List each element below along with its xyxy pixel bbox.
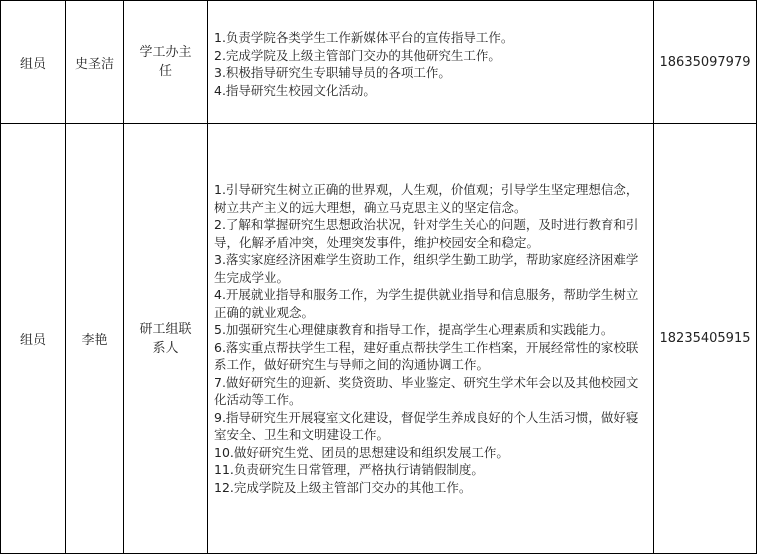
- duty-item: 1.引导研究生树立正确的世界观，人生观，价值观；引导学生坚定理想信念，树立共产主义的远大理想，确立马克思主义的坚定信念。: [214, 182, 639, 215]
- role-cell: 组员: [1, 124, 66, 554]
- duty-item: 7.做好研究生的迎新、奖贷资助、毕业鉴定、研究生学术年会以及其他校园文化活动等工作。: [214, 374, 639, 407]
- duty-item: 2.了解和掌握研究生思想政治状况，针对学生关心的问题，及时进行教育和引导，化解矛盾冲突，处理突发事件，维护校园安全和稳定。: [214, 217, 639, 250]
- duty-item: 10.做好研究生党、团员的思想建设和组织发展工作。: [214, 444, 509, 460]
- duty-item: 4.开展就业指导和服务工作，为学生提供就业指导和信息服务，帮助学生树立正确的就业观念。: [214, 287, 639, 320]
- duties-cell: [208, 124, 654, 554]
- duty-item: 6.落实重点帮扶学生工程，建好重点帮扶学生工作档案，开展经常性的家校联系工作，做好研究生与导师之间的沟通协调工作。: [214, 339, 639, 372]
- duty-item: 1.负责学院各类学生工作新媒体平台的宣传指导工作。: [214, 30, 514, 45]
- table-row: [1, 124, 757, 554]
- name-cell: 李艳: [66, 124, 124, 554]
- duties-cell: [208, 1, 654, 124]
- duty-item: 2.完成学院及上级主管部门交办的其他研究生工作。: [214, 47, 501, 63]
- title-text: 研工组联系人: [139, 321, 192, 356]
- table-row: [1, 1, 757, 124]
- duty-item: 3.落实家庭经济困难学生资助工作，组织学生勤工助学，帮助家庭经济困难学生完成学业。: [214, 252, 639, 285]
- duty-item: 5.加强研究生心理健康教育和指导工作，提高学生心理素质和实践能力。: [214, 322, 614, 337]
- name-cell: 史圣洁: [66, 1, 124, 124]
- title-text: 学工办主任: [139, 45, 192, 79]
- duty-item: 3.积极指导研究生专职辅导员的各项工作。: [214, 65, 451, 80]
- role-cell: 组员: [1, 1, 66, 124]
- phone-cell: 18635097979: [654, 1, 757, 124]
- duty-item: 9.指导研究生开展寝室文化建设，督促学生养成良好的个人生活习惯，做好寝室安全、卫生和文明建设工作。: [214, 409, 639, 442]
- duty-item: 12.完成学院及上级主管部门交办的其他工作。: [214, 479, 472, 495]
- title-cell: [124, 124, 208, 554]
- duty-item: 11.负责研究生日常管理，严格执行请销假制度。: [214, 462, 484, 477]
- duty-item: 4.指导研究生校园文化活动。: [214, 82, 376, 98]
- title-cell: [124, 1, 208, 124]
- phone-cell: 18235405915: [654, 124, 757, 554]
